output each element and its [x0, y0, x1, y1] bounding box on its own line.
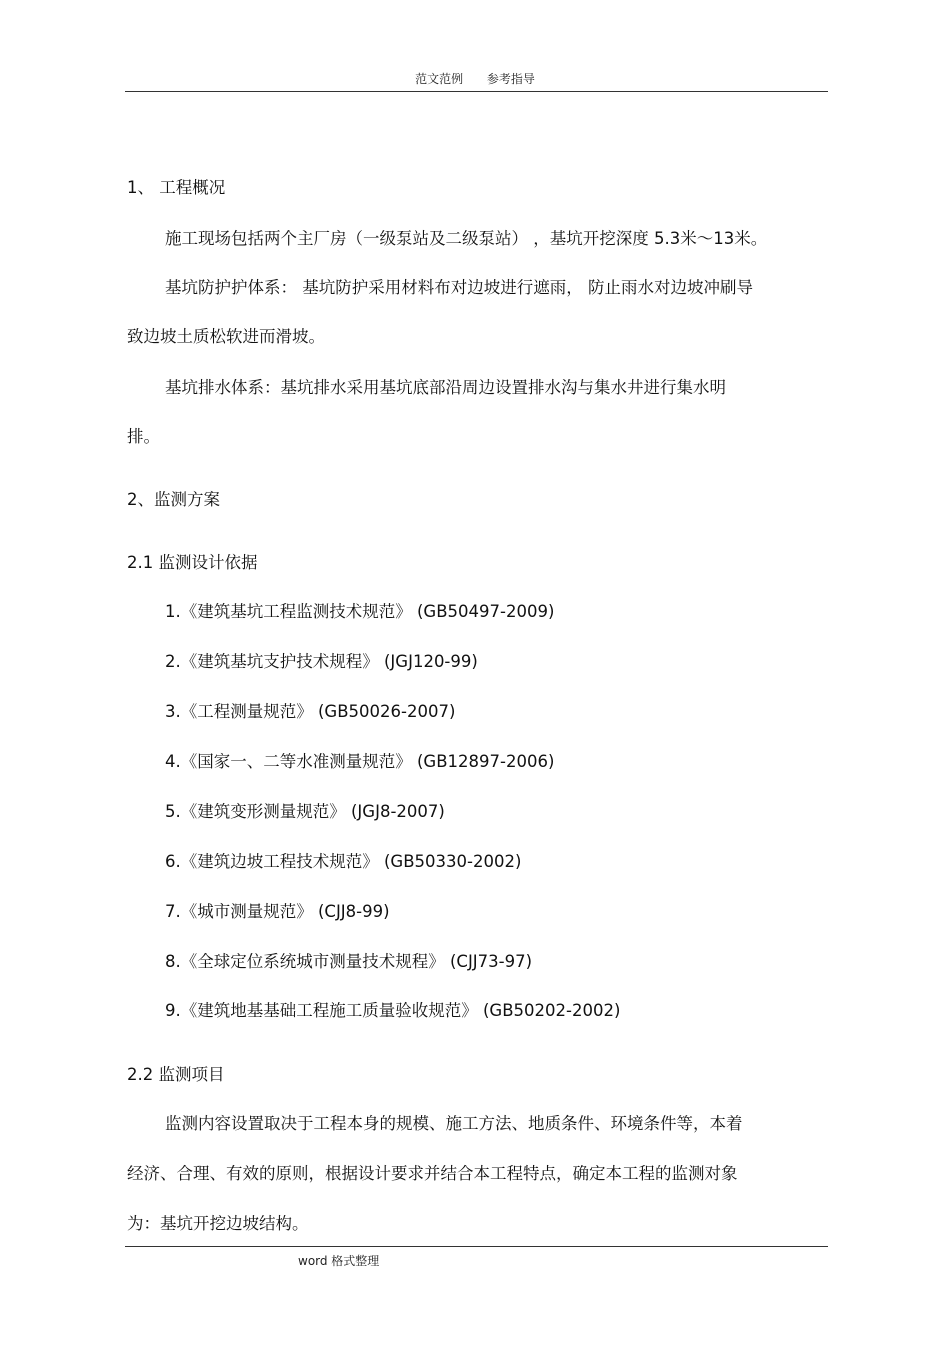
header-right: 参考指导 [486, 72, 535, 86]
reference-item: 9.《建筑地基基础工程施工质量验收规范》 (GB50202-2002) [165, 1001, 621, 1020]
reference-item: 7.《城市测量规范》 (CJJ8-99) [165, 902, 390, 921]
section-heading-1: 1、 工程概况 [127, 178, 226, 197]
reference-item: 8.《全球定位系统城市测量技术规程》 (CJJ73-97) [165, 952, 533, 971]
paragraph-overview: 施工现场包括两个主厂房（一级泵站及二级泵站） ，基坑开挖深度 5.3米～13米。 [165, 229, 768, 248]
paragraph-drainage-1: 基坑排水体系：基坑排水采用基坑底部沿周边设置排水沟与集水井进行集水明 [165, 378, 726, 397]
section-heading-2: 2、监测方案 [127, 490, 220, 509]
paragraph-protection-1: 基坑防护护体系： 基坑防护采用材料布对边坡进行遮雨， 防止雨水对边坡冲刷导 [165, 278, 753, 297]
reference-item: 4.《国家一、二等水准测量规范》 (GB12897-2006) [165, 752, 555, 771]
reference-item: 2.《建筑基坑支护技术规程》 (JGJ120-99) [165, 652, 478, 671]
paragraph-drainage-2: 排。 [127, 427, 160, 446]
subsection-2-1: 2.1 监测设计依据 [127, 553, 258, 572]
reference-item: 6.《建筑边坡工程技术规范》 (GB50330-2002) [165, 852, 522, 871]
paragraph-monitoring-2: 经济、合理、有效的原则，根据设计要求并结合本工程特点，确定本工程的监测对象 [127, 1164, 738, 1183]
paragraph-monitoring-3: 为：基坑开挖边坡结构。 [127, 1214, 309, 1233]
subsection-2-2: 2.2 监测项目 [127, 1065, 225, 1084]
page-header [0, 70, 950, 87]
header-rule [125, 91, 828, 92]
reference-item: 5.《建筑变形测量规范》 (JGJ8-2007) [165, 802, 445, 821]
reference-item: 1.《建筑基坑工程监测技术规范》 (GB50497-2009) [165, 602, 555, 621]
paragraph-monitoring-1: 监测内容设置取决于工程本身的规模、施工方法、地质条件、环境条件等，本着 [165, 1114, 743, 1133]
page-footer: word 格式整理 [298, 1254, 380, 1268]
reference-item: 3.《工程测量规范》 (GB50026-2007) [165, 702, 456, 721]
paragraph-protection-2: 致边坡土质松软进而滑坡。 [127, 327, 325, 346]
footer-rule [125, 1246, 828, 1247]
header-left: 范文范例 [415, 72, 464, 86]
